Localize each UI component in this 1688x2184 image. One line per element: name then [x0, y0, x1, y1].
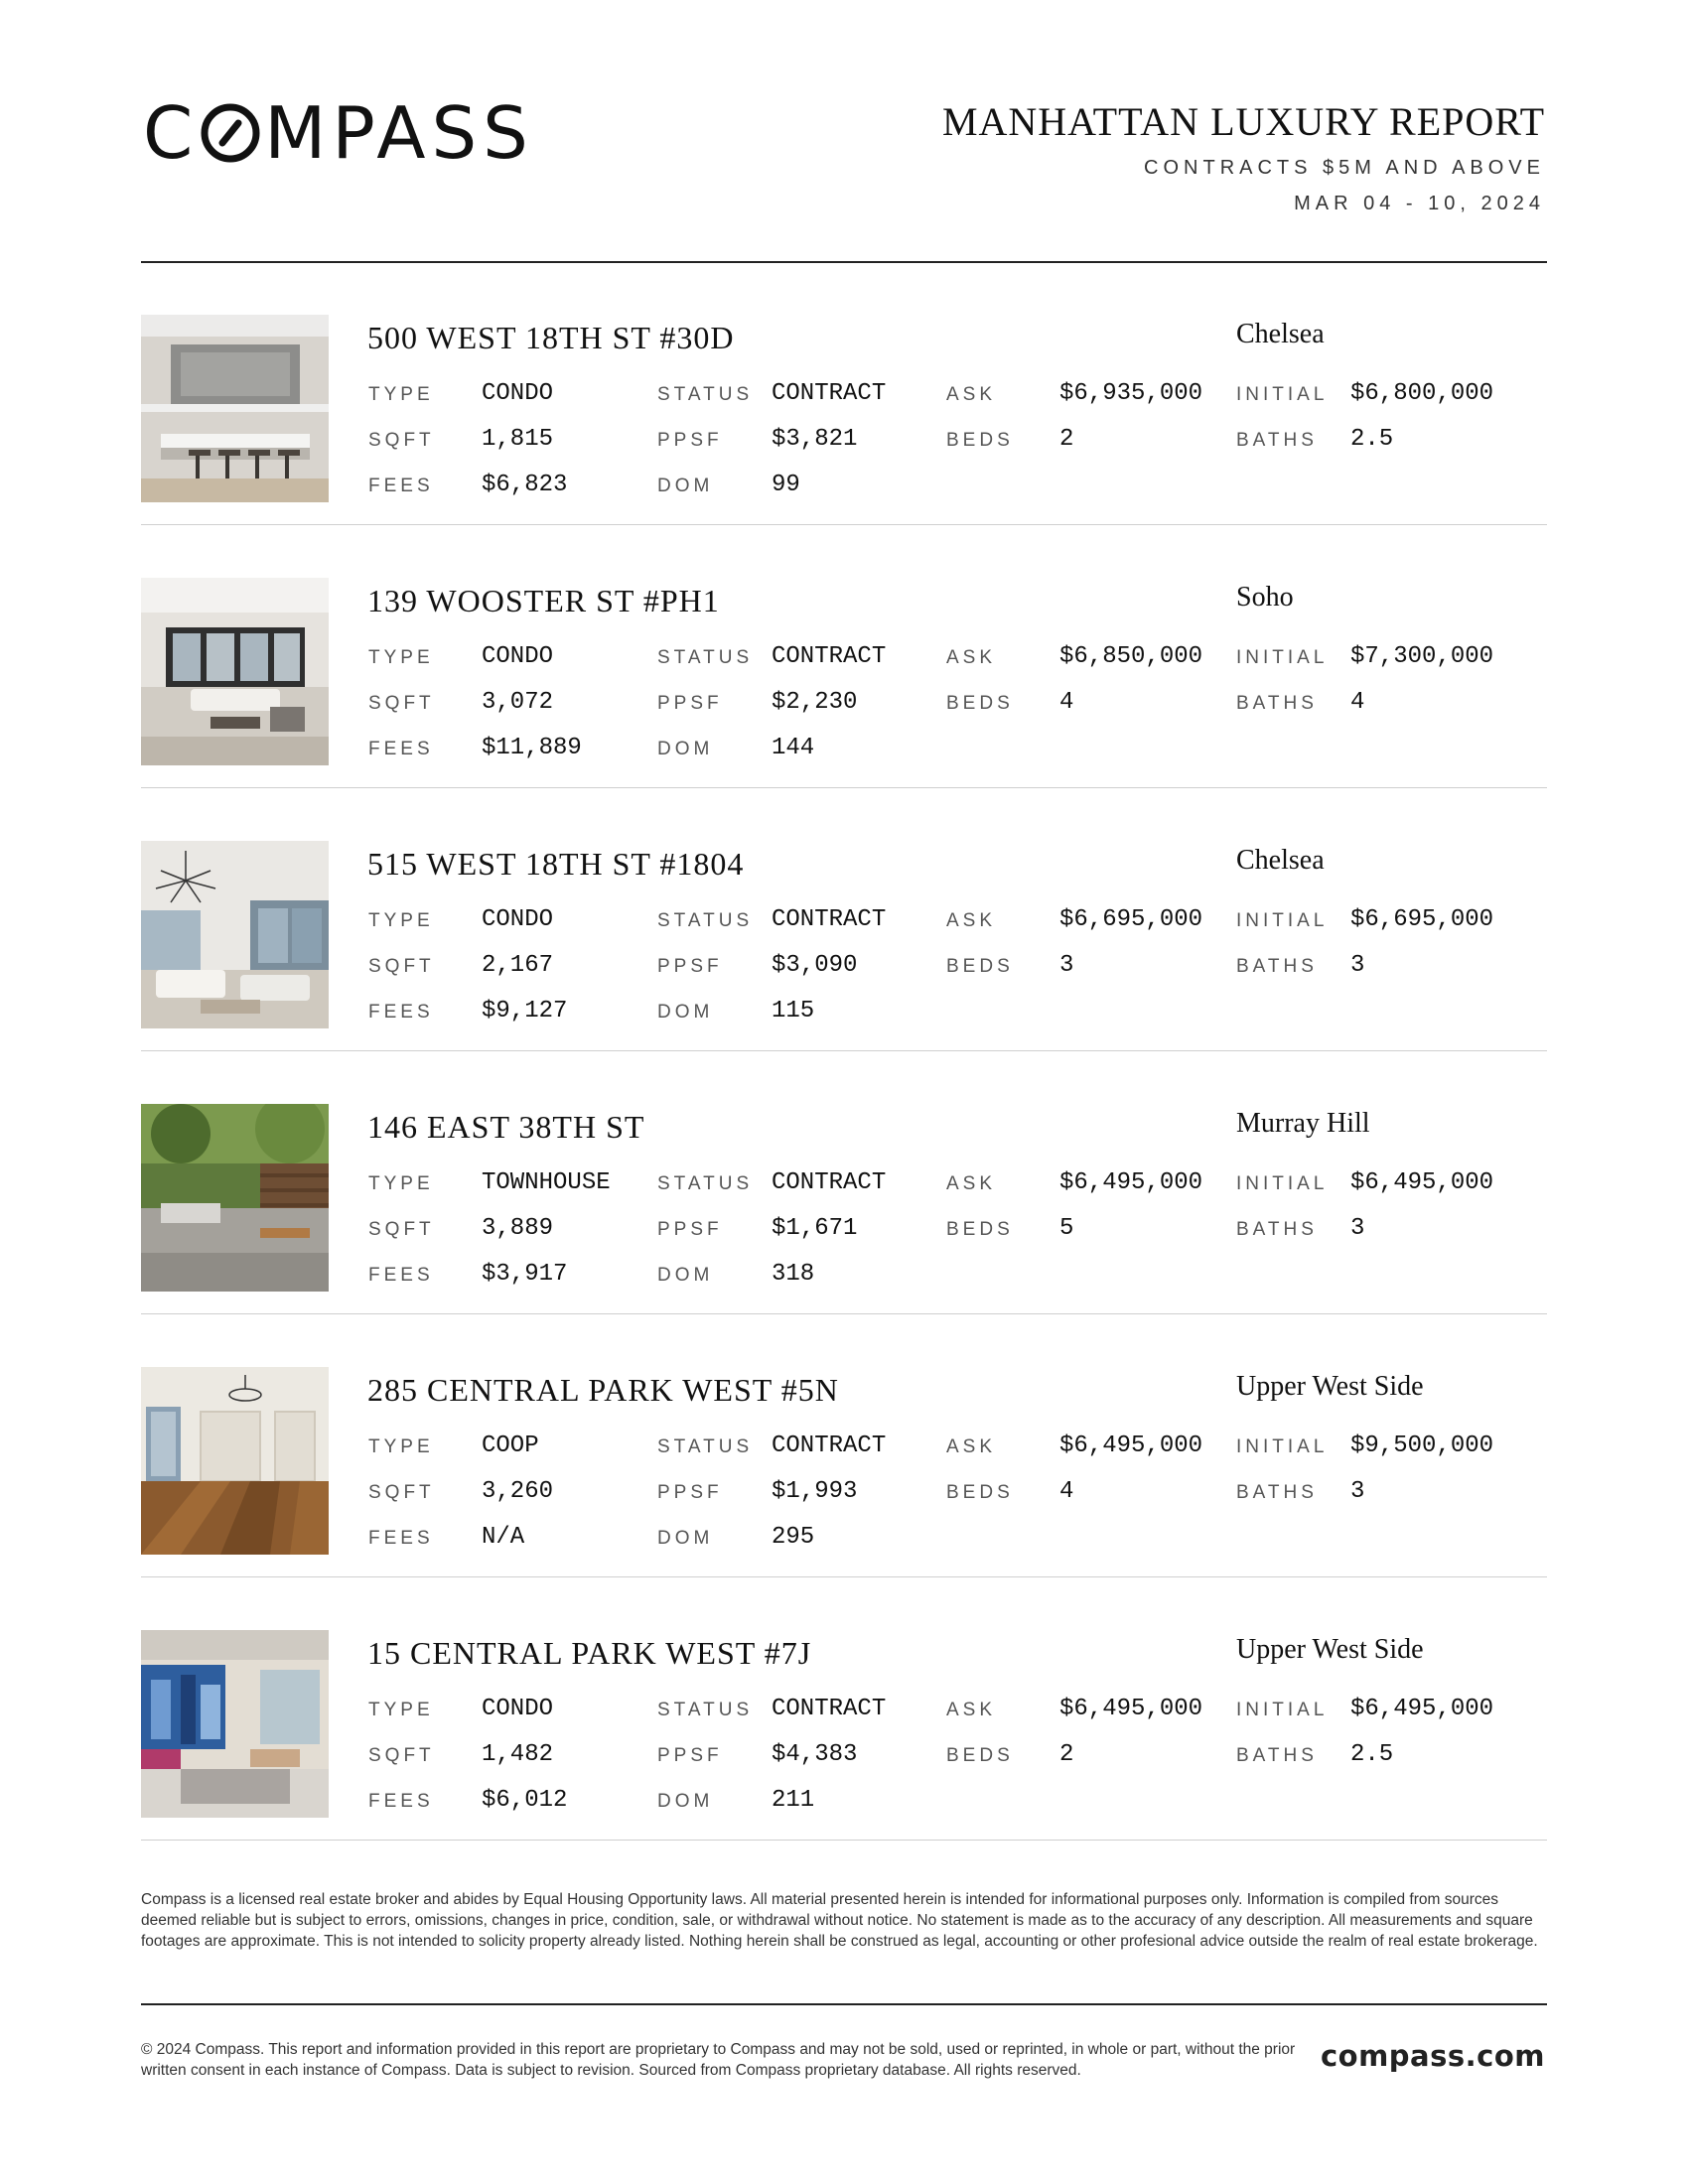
ppsf-label: PPSF	[657, 430, 723, 451]
ppsf-label: PPSF	[657, 956, 723, 977]
fees-value: $9,127	[482, 998, 568, 1024]
initial-label: INITIAL	[1236, 647, 1329, 668]
fees-value: $6,823	[482, 472, 568, 498]
copyright-notice: © 2024 Compass. This report and information provided in this report are proprietary to Compass and may not be sold, used or reprinted, in whole or part, without the prior written consent in each instance of Compass. Data is subject to revision. Sourced from Compass proprietary database. All rights reserved.	[141, 2041, 1296, 2079]
fees-label: FEES	[368, 739, 434, 759]
fees-value: N/A	[482, 1524, 525, 1551]
type-value: CONDO	[482, 643, 554, 670]
ppsf-label: PPSF	[657, 1482, 723, 1503]
ask-label: ASK	[946, 910, 997, 931]
beds-value: 2	[1059, 426, 1074, 453]
baths-value: 3	[1350, 1478, 1365, 1505]
listing-photo	[141, 1367, 329, 1555]
status-label: STATUS	[657, 647, 754, 668]
type-label: TYPE	[368, 1173, 434, 1194]
listing-photo	[141, 315, 329, 502]
status-value: CONTRACT	[772, 380, 887, 407]
fees-label: FEES	[368, 476, 434, 496]
living-room-art-photo-icon	[141, 1630, 329, 1818]
logo-letters-mpass: MPASS	[264, 91, 534, 175]
initial-value: $6,495,000	[1350, 1169, 1494, 1196]
initial-value: $6,495,000	[1350, 1696, 1494, 1722]
ask-label: ASK	[946, 1700, 997, 1720]
sqft-value: 3,260	[482, 1478, 554, 1505]
initial-value: $9,500,000	[1350, 1433, 1494, 1459]
sqft-label: SQFT	[368, 1745, 435, 1766]
status-value: CONTRACT	[772, 906, 887, 933]
report-title: MANHATTAN LUXURY REPORT	[941, 99, 1545, 144]
listing-neighborhood: Chelsea	[1236, 319, 1325, 349]
listings	[141, 262, 1547, 1841]
sqft-value: 2,167	[482, 952, 554, 979]
ask-value: $6,495,000	[1059, 1169, 1203, 1196]
type-label: TYPE	[368, 647, 434, 668]
ppsf-label: PPSF	[657, 1745, 723, 1766]
initial-value: $6,800,000	[1350, 380, 1494, 407]
beds-label: BEDS	[946, 1745, 1014, 1766]
ppsf-value: $1,993	[772, 1478, 858, 1505]
baths-value: 2.5	[1350, 1741, 1394, 1768]
status-value: CONTRACT	[772, 1696, 887, 1722]
baths-label: BATHS	[1236, 1482, 1318, 1503]
type-label: TYPE	[368, 910, 434, 931]
ppsf-label: PPSF	[657, 1219, 723, 1240]
type-value: CONDO	[482, 1696, 554, 1722]
listing-address: 500 WEST 18TH ST #30D	[367, 320, 735, 355]
initial-label: INITIAL	[1236, 1436, 1329, 1457]
ask-value: $6,695,000	[1059, 906, 1203, 933]
listing-address: 515 WEST 18TH ST #1804	[367, 846, 745, 882]
type-label: TYPE	[368, 1436, 434, 1457]
listing-photo	[141, 1630, 329, 1818]
legal-disclaimer: Compass is a licensed real estate broker and abides by Equal Housing Opportunity laws. All material presented herein is intended for informational purposes only. Information is compiled from sources deemed reliable but is subject to errors, omissions, changes in price, condition, sale, or withdrawal without notice. No statement is made as to the accuracy of any description. All measurements and square footages are approximate. This is not intended to solicity property already listed. Nothing herein shall be construed as legal, accounting or other profesional advice outside the realm of real estate brokerage.	[141, 1891, 1538, 1950]
beds-value: 2	[1059, 1741, 1074, 1768]
status-value: CONTRACT	[772, 1433, 887, 1459]
beds-value: 3	[1059, 952, 1074, 979]
website-link[interactable]: compass.com	[1320, 2039, 1545, 2073]
dom-label: DOM	[657, 1265, 714, 1286]
dom-label: DOM	[657, 739, 714, 759]
ppsf-label: PPSF	[657, 693, 723, 714]
beds-value: 4	[1059, 689, 1074, 716]
initial-value: $6,695,000	[1350, 906, 1494, 933]
ask-value: $6,495,000	[1059, 1433, 1203, 1459]
ask-label: ASK	[946, 384, 997, 405]
baths-label: BATHS	[1236, 956, 1318, 977]
ppsf-value: $3,090	[772, 952, 858, 979]
ppsf-value: $2,230	[772, 689, 858, 716]
baths-value: 4	[1350, 689, 1365, 716]
listing-row	[141, 1577, 1547, 1841]
kitchen-photo-icon	[141, 315, 329, 502]
listing-neighborhood: Murray Hill	[1236, 1108, 1370, 1139]
fees-value: $6,012	[482, 1787, 568, 1814]
logo-letter-c: C	[143, 91, 200, 175]
listing-row	[141, 1051, 1547, 1314]
status-label: STATUS	[657, 1436, 754, 1457]
dom-label: DOM	[657, 1002, 714, 1023]
fees-label: FEES	[368, 1265, 434, 1286]
footer-divider	[141, 2003, 1547, 2005]
ask-label: ASK	[946, 1436, 997, 1457]
listing-address: 285 CENTRAL PARK WEST #5N	[367, 1372, 839, 1408]
report-header	[942, 99, 1545, 216]
living-room-chandelier-photo-icon	[141, 841, 329, 1028]
baths-label: BATHS	[1236, 1219, 1318, 1240]
status-label: STATUS	[657, 1173, 754, 1194]
dom-value: 295	[772, 1524, 815, 1551]
beds-value: 4	[1059, 1478, 1074, 1505]
sqft-label: SQFT	[368, 693, 435, 714]
listing-address: 146 EAST 38TH ST	[367, 1109, 645, 1145]
ppsf-value: $3,821	[772, 426, 858, 453]
loft-living-room-photo-icon	[141, 578, 329, 765]
listing-row	[141, 1314, 1547, 1577]
fees-value: $3,917	[482, 1261, 568, 1288]
compass-logo	[143, 91, 534, 175]
dom-value: 211	[772, 1787, 815, 1814]
listing-neighborhood: Soho	[1236, 582, 1294, 613]
baths-label: BATHS	[1236, 430, 1318, 451]
garden-patio-photo-icon	[141, 1104, 329, 1292]
sqft-value: 1,815	[482, 426, 554, 453]
beds-value: 5	[1059, 1215, 1074, 1242]
beds-label: BEDS	[946, 693, 1014, 714]
ask-label: ASK	[946, 647, 997, 668]
beds-label: BEDS	[946, 1482, 1014, 1503]
type-value: CONDO	[482, 380, 554, 407]
initial-label: INITIAL	[1236, 384, 1329, 405]
sqft-label: SQFT	[368, 1219, 435, 1240]
type-label: TYPE	[368, 1700, 434, 1720]
ask-value: $6,495,000	[1059, 1696, 1203, 1722]
initial-label: INITIAL	[1236, 1700, 1329, 1720]
listing-photo	[141, 1104, 329, 1292]
sqft-label: SQFT	[368, 956, 435, 977]
type-value: CONDO	[482, 906, 554, 933]
dom-label: DOM	[657, 476, 714, 496]
ask-label: ASK	[946, 1173, 997, 1194]
type-value: TOWNHOUSE	[482, 1169, 611, 1196]
report-date-range: MAR 04 - 10, 2024	[1294, 193, 1545, 214]
listing-row	[141, 525, 1547, 788]
status-label: STATUS	[657, 384, 754, 405]
dom-value: 99	[772, 472, 800, 498]
ask-value: $6,850,000	[1059, 643, 1203, 670]
ask-value: $6,935,000	[1059, 380, 1203, 407]
baths-value: 2.5	[1350, 426, 1394, 453]
baths-value: 3	[1350, 1215, 1365, 1242]
listing-address: 15 CENTRAL PARK WEST #7J	[367, 1635, 812, 1671]
beds-label: BEDS	[946, 956, 1014, 977]
dom-value: 115	[772, 998, 815, 1024]
beds-label: BEDS	[946, 430, 1014, 451]
baths-label: BATHS	[1236, 693, 1318, 714]
type-label: TYPE	[368, 384, 434, 405]
fees-label: FEES	[368, 1528, 434, 1549]
sqft-label: SQFT	[368, 1482, 435, 1503]
beds-label: BEDS	[946, 1219, 1014, 1240]
listing-row	[141, 788, 1547, 1051]
prewar-room-parquet-photo-icon	[141, 1367, 329, 1555]
listing-address: 139 WOOSTER ST #PH1	[367, 583, 720, 618]
dom-value: 144	[772, 735, 815, 761]
status-value: CONTRACT	[772, 1169, 887, 1196]
compass-o-icon	[201, 103, 260, 163]
fees-label: FEES	[368, 1002, 434, 1023]
status-value: CONTRACT	[772, 643, 887, 670]
status-label: STATUS	[657, 910, 754, 931]
listing-neighborhood: Chelsea	[1236, 845, 1325, 876]
sqft-value: 1,482	[482, 1741, 554, 1768]
initial-label: INITIAL	[1236, 1173, 1329, 1194]
initial-label: INITIAL	[1236, 910, 1329, 931]
type-value: COOP	[482, 1433, 539, 1459]
baths-value: 3	[1350, 952, 1365, 979]
ppsf-value: $4,383	[772, 1741, 858, 1768]
ppsf-value: $1,671	[772, 1215, 858, 1242]
sqft-label: SQFT	[368, 430, 435, 451]
sqft-value: 3,072	[482, 689, 554, 716]
fees-value: $11,889	[482, 735, 582, 761]
sqft-value: 3,889	[482, 1215, 554, 1242]
dom-label: DOM	[657, 1791, 714, 1812]
listing-photo	[141, 578, 329, 765]
dom-label: DOM	[657, 1528, 714, 1549]
fees-label: FEES	[368, 1791, 434, 1812]
dom-value: 318	[772, 1261, 815, 1288]
listing-photo	[141, 841, 329, 1028]
report-subtitle: CONTRACTS $5M AND ABOVE	[1144, 157, 1545, 179]
listing-row	[141, 262, 1547, 525]
status-label: STATUS	[657, 1700, 754, 1720]
listing-neighborhood: Upper West Side	[1236, 1634, 1424, 1665]
baths-label: BATHS	[1236, 1745, 1318, 1766]
initial-value: $7,300,000	[1350, 643, 1494, 670]
listing-neighborhood: Upper West Side	[1236, 1371, 1424, 1402]
